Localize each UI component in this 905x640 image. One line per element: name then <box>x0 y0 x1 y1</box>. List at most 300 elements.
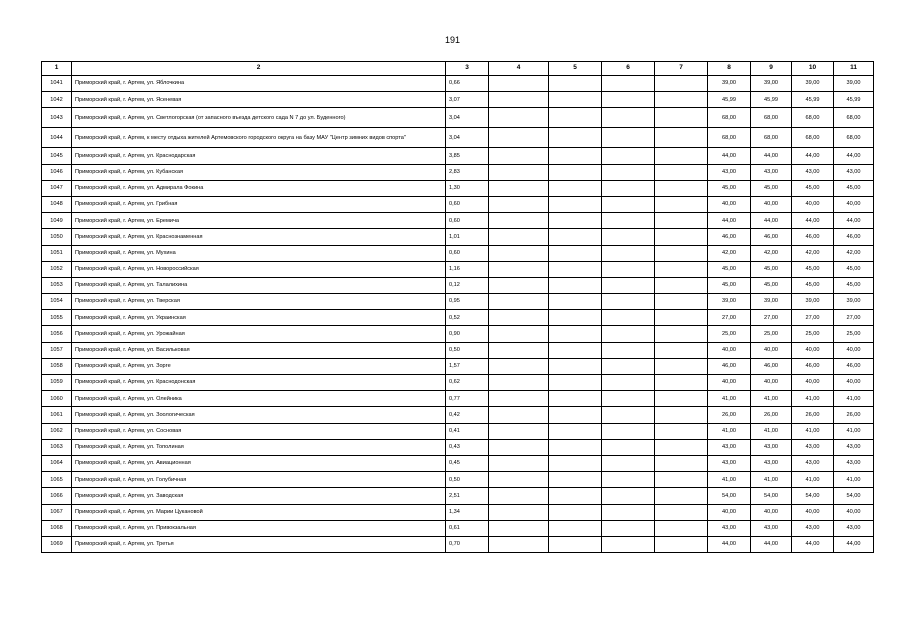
cell-address: Приморский край, г. Артем, ул. Краснознаменная <box>72 229 446 245</box>
cell-row-number: 1050 <box>42 229 72 245</box>
cell-col-7 <box>655 180 708 196</box>
cell-col-4 <box>489 76 549 92</box>
table-row <box>42 358 874 374</box>
cell-col-7 <box>655 504 708 520</box>
cell-col-5 <box>549 536 602 552</box>
cell-row-number: 1062 <box>42 423 72 439</box>
table-row <box>42 326 874 342</box>
cell-length: 0,42 <box>446 407 489 423</box>
cell-col-11: 44,00 <box>834 148 874 164</box>
cell-col-5 <box>549 423 602 439</box>
cell-col-4 <box>489 128 549 148</box>
cell-col-5 <box>549 375 602 391</box>
cell-col-5 <box>549 294 602 310</box>
cell-col-7 <box>655 213 708 229</box>
cell-address: Приморский край, г. Артем, ул. Новороссийская <box>72 261 446 277</box>
cell-col-8: 54,00 <box>708 488 751 504</box>
cell-col-8: 40,00 <box>708 196 751 212</box>
cell-col-4 <box>489 92 549 108</box>
cell-length: 0,60 <box>446 213 489 229</box>
cell-col-9: 42,00 <box>751 245 792 261</box>
cell-col-5 <box>549 439 602 455</box>
cell-col-9: 45,00 <box>751 277 792 293</box>
cell-length: 1,30 <box>446 180 489 196</box>
table-row <box>42 455 874 471</box>
cell-row-number: 1060 <box>42 391 72 407</box>
cell-col-11: 46,00 <box>834 358 874 374</box>
cell-col-9: 40,00 <box>751 342 792 358</box>
cell-col-7 <box>655 196 708 212</box>
cell-row-number: 1063 <box>42 439 72 455</box>
cell-col-7 <box>655 261 708 277</box>
cell-col-10: 43,00 <box>792 455 834 471</box>
cell-col-10: 45,99 <box>792 92 834 108</box>
cell-col-9: 44,00 <box>751 536 792 552</box>
cell-col-10: 46,00 <box>792 229 834 245</box>
table-row <box>42 245 874 261</box>
cell-col-7 <box>655 455 708 471</box>
cell-col-6 <box>602 164 655 180</box>
cell-col-8: 45,99 <box>708 92 751 108</box>
cell-col-10: 68,00 <box>792 128 834 148</box>
cell-col-6 <box>602 536 655 552</box>
cell-col-5 <box>549 504 602 520</box>
cell-row-number: 1055 <box>42 310 72 326</box>
cell-row-number: 1042 <box>42 92 72 108</box>
cell-address: Приморский край, г. Артем, ул. Грибная <box>72 196 446 212</box>
cell-col-7 <box>655 520 708 536</box>
cell-row-number: 1069 <box>42 536 72 552</box>
cell-col-8: 45,00 <box>708 261 751 277</box>
cell-col-6 <box>602 504 655 520</box>
cell-address: Приморский край, г. Артем, ул. Привокзальная <box>72 520 446 536</box>
cell-col-6 <box>602 128 655 148</box>
cell-col-6 <box>602 472 655 488</box>
cell-col-5 <box>549 310 602 326</box>
table-row <box>42 76 874 92</box>
cell-col-10: 45,00 <box>792 261 834 277</box>
cell-length: 3,04 <box>446 108 489 128</box>
cell-address: Приморский край, г. Артем, ул. Адмирала Фокина <box>72 180 446 196</box>
cell-col-10: 41,00 <box>792 423 834 439</box>
cell-col-7 <box>655 407 708 423</box>
column-header-1: 1 <box>42 62 72 76</box>
cell-col-5 <box>549 180 602 196</box>
table-row <box>42 439 874 455</box>
cell-row-number: 1064 <box>42 455 72 471</box>
cell-col-9: 54,00 <box>751 488 792 504</box>
cell-col-7 <box>655 391 708 407</box>
cell-address: Приморский край, г. Артем, ул. Урожайная <box>72 326 446 342</box>
cell-col-9: 46,00 <box>751 358 792 374</box>
cell-col-7 <box>655 310 708 326</box>
cell-col-9: 44,00 <box>751 148 792 164</box>
cell-row-number: 1056 <box>42 326 72 342</box>
cell-col-7 <box>655 375 708 391</box>
cell-col-6 <box>602 92 655 108</box>
cell-row-number: 1045 <box>42 148 72 164</box>
cell-length: 1,16 <box>446 261 489 277</box>
cell-row-number: 1049 <box>42 213 72 229</box>
cell-col-6 <box>602 310 655 326</box>
cell-col-5 <box>549 108 602 128</box>
cell-col-6 <box>602 180 655 196</box>
cell-row-number: 1041 <box>42 76 72 92</box>
cell-col-4 <box>489 391 549 407</box>
cell-length: 0,70 <box>446 536 489 552</box>
cell-col-8: 43,00 <box>708 164 751 180</box>
cell-col-10: 43,00 <box>792 164 834 180</box>
cell-col-4 <box>489 164 549 180</box>
column-header-7: 7 <box>655 62 708 76</box>
cell-col-8: 41,00 <box>708 391 751 407</box>
column-header-8: 8 <box>708 62 751 76</box>
column-header-11: 11 <box>834 62 874 76</box>
cell-col-11: 45,00 <box>834 261 874 277</box>
table-row <box>42 196 874 212</box>
cell-col-10: 54,00 <box>792 488 834 504</box>
cell-col-6 <box>602 76 655 92</box>
cell-col-11: 43,00 <box>834 520 874 536</box>
table-row <box>42 391 874 407</box>
table-row <box>42 108 874 128</box>
cell-col-8: 45,00 <box>708 277 751 293</box>
cell-col-6 <box>602 488 655 504</box>
cell-length: 1,01 <box>446 229 489 245</box>
cell-address: Приморский край, г. Артем, ул. Голубичная <box>72 472 446 488</box>
cell-address: Приморский край, г. Артем, ул. Краснодарская <box>72 148 446 164</box>
cell-col-6 <box>602 277 655 293</box>
cell-address: Приморский край, г. Артем, ул. Украинская <box>72 310 446 326</box>
cell-col-11: 41,00 <box>834 472 874 488</box>
cell-col-8: 44,00 <box>708 213 751 229</box>
cell-length: 0,52 <box>446 310 489 326</box>
cell-col-10: 39,00 <box>792 76 834 92</box>
cell-col-4 <box>489 245 549 261</box>
cell-length: 0,60 <box>446 245 489 261</box>
cell-col-9: 68,00 <box>751 128 792 148</box>
cell-col-7 <box>655 108 708 128</box>
cell-length: 0,60 <box>446 196 489 212</box>
data-table <box>41 61 874 553</box>
cell-col-11: 41,00 <box>834 391 874 407</box>
cell-address: Приморский край, г. Артем, ул. Заводская <box>72 488 446 504</box>
cell-length: 0,50 <box>446 472 489 488</box>
cell-address: Приморский край, г. Артем, ул. Сосновая <box>72 423 446 439</box>
cell-col-11: 43,00 <box>834 439 874 455</box>
cell-col-9: 41,00 <box>751 423 792 439</box>
cell-length: 2,83 <box>446 164 489 180</box>
cell-address: Приморский край, г. Артем, ул. Зорге <box>72 358 446 374</box>
cell-col-8: 41,00 <box>708 423 751 439</box>
cell-col-8: 68,00 <box>708 128 751 148</box>
cell-row-number: 1068 <box>42 520 72 536</box>
cell-col-5 <box>549 229 602 245</box>
page-number: 191 <box>444 35 461 45</box>
cell-col-5 <box>549 391 602 407</box>
table-row <box>42 164 874 180</box>
cell-col-10: 43,00 <box>792 439 834 455</box>
cell-col-11: 43,00 <box>834 455 874 471</box>
cell-col-10: 44,00 <box>792 536 834 552</box>
cell-col-7 <box>655 229 708 245</box>
cell-col-9: 43,00 <box>751 164 792 180</box>
cell-col-11: 39,00 <box>834 76 874 92</box>
cell-col-6 <box>602 213 655 229</box>
cell-col-10: 41,00 <box>792 472 834 488</box>
cell-col-11: 39,00 <box>834 294 874 310</box>
table-row <box>42 128 874 148</box>
cell-col-11: 27,00 <box>834 310 874 326</box>
cell-col-5 <box>549 148 602 164</box>
cell-col-11: 44,00 <box>834 213 874 229</box>
cell-address: Приморский край, г. Артем, ул. Тверская <box>72 294 446 310</box>
cell-col-7 <box>655 342 708 358</box>
cell-col-5 <box>549 277 602 293</box>
cell-col-8: 40,00 <box>708 375 751 391</box>
cell-col-4 <box>489 294 549 310</box>
cell-col-4 <box>489 229 549 245</box>
header-row <box>42 62 874 76</box>
cell-col-7 <box>655 472 708 488</box>
cell-row-number: 1043 <box>42 108 72 128</box>
cell-col-4 <box>489 504 549 520</box>
cell-col-7 <box>655 76 708 92</box>
cell-col-11: 54,00 <box>834 488 874 504</box>
cell-col-5 <box>549 472 602 488</box>
cell-col-10: 42,00 <box>792 245 834 261</box>
cell-col-8: 44,00 <box>708 148 751 164</box>
cell-row-number: 1066 <box>42 488 72 504</box>
cell-col-11: 42,00 <box>834 245 874 261</box>
cell-col-7 <box>655 128 708 148</box>
cell-col-4 <box>489 213 549 229</box>
cell-col-11: 45,99 <box>834 92 874 108</box>
cell-col-4 <box>489 180 549 196</box>
column-header-6: 6 <box>602 62 655 76</box>
table-row <box>42 261 874 277</box>
cell-col-4 <box>489 472 549 488</box>
cell-col-11: 68,00 <box>834 128 874 148</box>
cell-col-6 <box>602 229 655 245</box>
cell-col-11: 45,00 <box>834 180 874 196</box>
table-row <box>42 229 874 245</box>
cell-col-9: 45,00 <box>751 261 792 277</box>
cell-col-5 <box>549 326 602 342</box>
cell-row-number: 1053 <box>42 277 72 293</box>
table-row <box>42 180 874 196</box>
cell-col-10: 44,00 <box>792 148 834 164</box>
cell-col-7 <box>655 245 708 261</box>
cell-length: 0,50 <box>446 342 489 358</box>
cell-length: 0,45 <box>446 455 489 471</box>
cell-col-7 <box>655 92 708 108</box>
cell-col-4 <box>489 196 549 212</box>
cell-col-9: 41,00 <box>751 472 792 488</box>
cell-row-number: 1051 <box>42 245 72 261</box>
cell-length: 0,95 <box>446 294 489 310</box>
cell-address: Приморский край, г. Артем, ул. Талалихина <box>72 277 446 293</box>
cell-col-10: 46,00 <box>792 358 834 374</box>
cell-row-number: 1065 <box>42 472 72 488</box>
cell-col-5 <box>549 261 602 277</box>
cell-col-11: 26,00 <box>834 407 874 423</box>
cell-col-4 <box>489 358 549 374</box>
table-row <box>42 277 874 293</box>
cell-address: Приморский край, г. Артем, ул. Зоологическая <box>72 407 446 423</box>
cell-col-5 <box>549 213 602 229</box>
table-row <box>42 294 874 310</box>
cell-col-9: 40,00 <box>751 375 792 391</box>
cell-col-5 <box>549 520 602 536</box>
cell-col-6 <box>602 455 655 471</box>
cell-length: 3,04 <box>446 128 489 148</box>
cell-col-7 <box>655 164 708 180</box>
cell-address: Приморский край, г. Артем, ул. Ясеневая <box>72 92 446 108</box>
cell-col-10: 40,00 <box>792 504 834 520</box>
cell-row-number: 1044 <box>42 128 72 148</box>
cell-col-11: 43,00 <box>834 164 874 180</box>
cell-col-4 <box>489 439 549 455</box>
cell-col-9: 26,00 <box>751 407 792 423</box>
cell-col-9: 39,00 <box>751 76 792 92</box>
cell-col-4 <box>489 310 549 326</box>
cell-address: Приморский край, г. Артем, ул. Кубанская <box>72 164 446 180</box>
cell-col-4 <box>489 261 549 277</box>
cell-col-5 <box>549 455 602 471</box>
cell-col-6 <box>602 326 655 342</box>
cell-col-8: 46,00 <box>708 229 751 245</box>
cell-address: Приморский край, г. Артем, ул. Марии Цукановой <box>72 504 446 520</box>
table-row <box>42 423 874 439</box>
cell-col-6 <box>602 439 655 455</box>
cell-length: 0,90 <box>446 326 489 342</box>
cell-col-4 <box>489 148 549 164</box>
cell-col-10: 43,00 <box>792 520 834 536</box>
cell-col-9: 43,00 <box>751 520 792 536</box>
cell-length: 2,51 <box>446 488 489 504</box>
cell-col-11: 40,00 <box>834 196 874 212</box>
cell-col-10: 26,00 <box>792 407 834 423</box>
cell-col-6 <box>602 342 655 358</box>
cell-col-8: 43,00 <box>708 455 751 471</box>
cell-col-8: 43,00 <box>708 439 751 455</box>
cell-row-number: 1057 <box>42 342 72 358</box>
cell-row-number: 1046 <box>42 164 72 180</box>
cell-col-6 <box>602 407 655 423</box>
cell-col-11: 25,00 <box>834 326 874 342</box>
cell-col-8: 41,00 <box>708 472 751 488</box>
table-row <box>42 504 874 520</box>
cell-col-6 <box>602 375 655 391</box>
cell-col-6 <box>602 520 655 536</box>
cell-col-5 <box>549 342 602 358</box>
cell-col-5 <box>549 76 602 92</box>
cell-col-5 <box>549 488 602 504</box>
cell-col-11: 45,00 <box>834 277 874 293</box>
cell-address: Приморский край, г. Артем, ул. Яблочкина <box>72 76 446 92</box>
cell-col-9: 43,00 <box>751 439 792 455</box>
cell-length: 0,62 <box>446 375 489 391</box>
cell-col-7 <box>655 326 708 342</box>
cell-col-9: 27,00 <box>751 310 792 326</box>
cell-col-11: 68,00 <box>834 108 874 128</box>
cell-col-5 <box>549 245 602 261</box>
cell-address: Приморский край, г. Артем, к месту отдыха жителей Артемовского городского округа на базу МАУ "Центр зимних видов спорта" <box>72 128 446 148</box>
cell-col-4 <box>489 407 549 423</box>
cell-address: Приморский край, г. Артем, ул. Еремича <box>72 213 446 229</box>
column-header-9: 9 <box>751 62 792 76</box>
cell-address: Приморский край, г. Артем, ул. Светлогорская (от запасного въезда детского сада N 7 до ул. Буденного) <box>72 108 446 128</box>
cell-col-11: 46,00 <box>834 229 874 245</box>
cell-col-11: 41,00 <box>834 423 874 439</box>
cell-row-number: 1052 <box>42 261 72 277</box>
cell-col-8: 39,00 <box>708 294 751 310</box>
table-row <box>42 375 874 391</box>
cell-col-4 <box>489 423 549 439</box>
cell-col-11: 40,00 <box>834 504 874 520</box>
cell-col-7 <box>655 148 708 164</box>
cell-row-number: 1048 <box>42 196 72 212</box>
cell-length: 1,34 <box>446 504 489 520</box>
cell-address: Приморский край, г. Артем, ул. Третья <box>72 536 446 552</box>
cell-col-6 <box>602 108 655 128</box>
cell-address: Приморский край, г. Артем, ул. Тополиная <box>72 439 446 455</box>
cell-col-10: 39,00 <box>792 294 834 310</box>
cell-col-7 <box>655 439 708 455</box>
cell-col-5 <box>549 92 602 108</box>
cell-length: 0,66 <box>446 76 489 92</box>
cell-col-9: 44,00 <box>751 213 792 229</box>
cell-row-number: 1061 <box>42 407 72 423</box>
table-row <box>42 536 874 552</box>
cell-col-7 <box>655 294 708 310</box>
cell-length: 0,61 <box>446 520 489 536</box>
cell-col-9: 39,00 <box>751 294 792 310</box>
table-body <box>42 76 874 553</box>
cell-length: 0,12 <box>446 277 489 293</box>
cell-col-7 <box>655 488 708 504</box>
cell-col-9: 41,00 <box>751 391 792 407</box>
cell-address: Приморский край, г. Артем, ул. Мухина <box>72 245 446 261</box>
cell-col-8: 45,00 <box>708 180 751 196</box>
cell-col-9: 25,00 <box>751 326 792 342</box>
cell-col-8: 40,00 <box>708 342 751 358</box>
cell-address: Приморский край, г. Артем, ул. Олейника <box>72 391 446 407</box>
cell-length: 0,43 <box>446 439 489 455</box>
cell-col-8: 44,00 <box>708 536 751 552</box>
cell-col-7 <box>655 536 708 552</box>
table-row <box>42 520 874 536</box>
table-row <box>42 148 874 164</box>
cell-col-8: 40,00 <box>708 504 751 520</box>
cell-col-6 <box>602 245 655 261</box>
cell-length: 0,41 <box>446 423 489 439</box>
cell-length: 0,77 <box>446 391 489 407</box>
cell-col-9: 43,00 <box>751 455 792 471</box>
cell-col-10: 40,00 <box>792 342 834 358</box>
cell-col-5 <box>549 164 602 180</box>
cell-col-10: 45,00 <box>792 180 834 196</box>
column-header-4: 4 <box>489 62 549 76</box>
cell-row-number: 1059 <box>42 375 72 391</box>
cell-col-10: 40,00 <box>792 375 834 391</box>
cell-row-number: 1067 <box>42 504 72 520</box>
table-row <box>42 472 874 488</box>
cell-col-9: 45,00 <box>751 180 792 196</box>
cell-row-number: 1054 <box>42 294 72 310</box>
cell-col-6 <box>602 358 655 374</box>
